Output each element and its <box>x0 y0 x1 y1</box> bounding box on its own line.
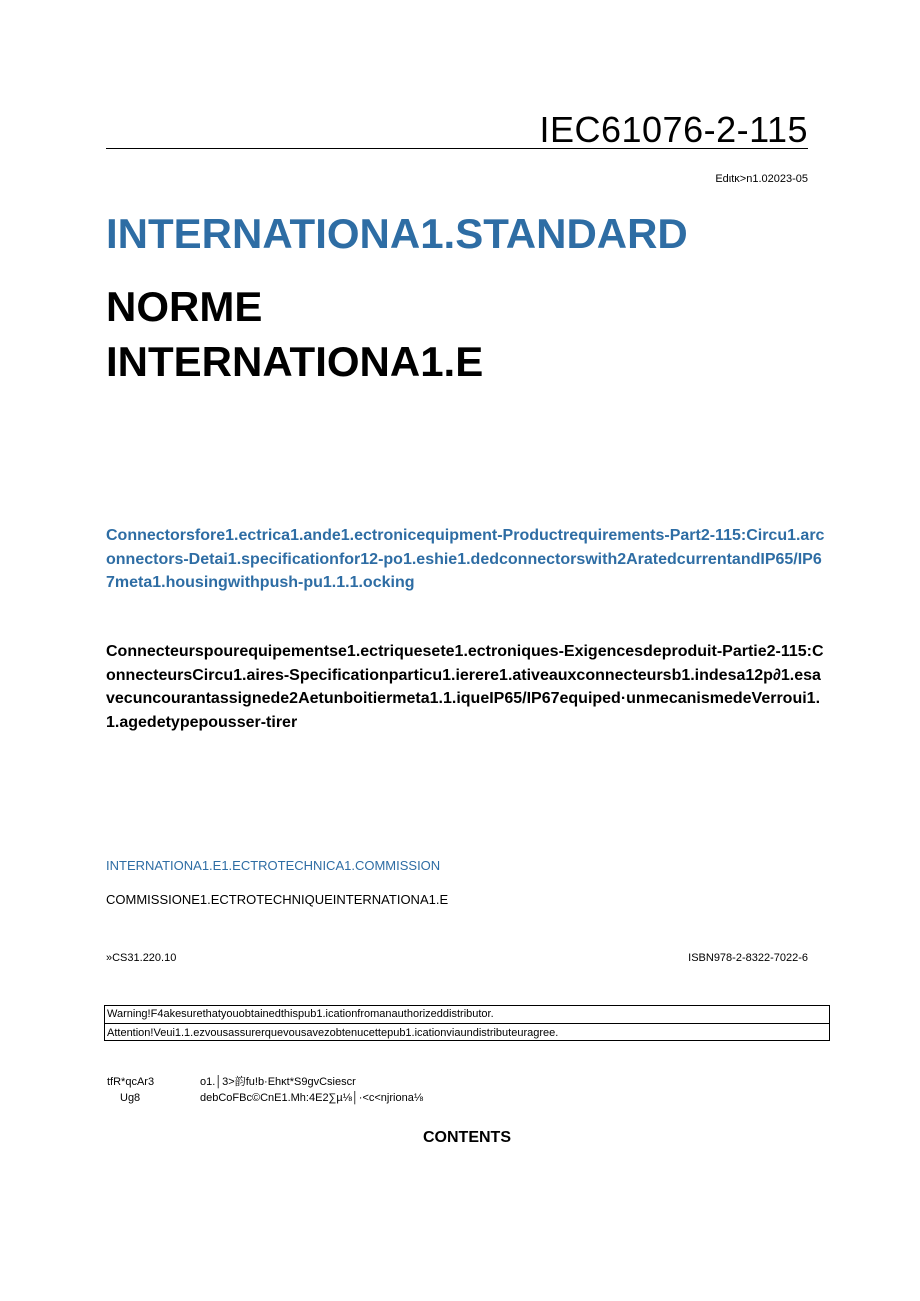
warning-english: Warning!F4akesurethatyouobtainedthispub1.icationfromanauthorizeddistributor. <box>107 1008 494 1020</box>
edition-label: Edιtκ>n1.02023-05 <box>715 173 808 185</box>
document-number: IEC61076-2-115 <box>539 109 808 150</box>
description-french: Connecteurspourequipementse1.ectriquesete1.ectroniques-Exigencesdeproduit-Partie2-115:ConnecteursCircu1.aires-Specificationparticu1.ierere1.ativeauxconnecteursb1.indesa12p∂1.esavecuncourantassignede2Aetunboitiermeta1.1.iqueIP65/IP67equiped·unmecanismedeVerroui1.1.agedetypepousser-tirer <box>106 643 824 731</box>
garbled-text-1a: tfR*qcAr3 <box>107 1076 155 1088</box>
title-french-line-1: NORME <box>106 283 263 330</box>
title-french-line-2: INTERNATIONA1.E <box>106 338 484 385</box>
commission-english: INTERNATIONA1.E1.ECTROTECHNICA1.COMMISSION <box>106 858 441 873</box>
commission-french: COMMISSIONE1.ECTROTECHNIQUEINTERNATIONA1.E <box>106 892 449 907</box>
title-french <box>106 283 483 393</box>
contents-heading: CONTENTS <box>423 1129 511 1146</box>
garbled-text-1b: o1.│3>韵fu!b·Ehκt*S9gvCsiescr <box>200 1076 356 1088</box>
header-rule <box>106 148 808 149</box>
warning-french: Attention!Veui1.1.ezvousassurerquevousavezobtenucettepub1.icationviaundistributeuragree. <box>107 1027 559 1039</box>
title-english: INTERNATIONA1.STANDARD <box>106 210 688 257</box>
description-english: Connectorsfore1.ectrica1.ande1.ectronicequipment-Productrequirements-Part2-115:Circu1.arconnectors-Detai1.specificationfor12-po1.eshie1.dedconnectorswith2AratedcurrentandIP65/IP67meta1.housingwithpush-pu1.1.1.ocking <box>106 527 825 591</box>
isbn-code: ISBN978-2-8322-7022-6 <box>688 952 808 964</box>
warning-divider <box>105 1023 829 1024</box>
garbled-text-2b: debCoFBc©CnE1.Mh:4E2∑µ⅛│·<c<njriona⅛ <box>200 1092 423 1104</box>
ics-code: »CS31.220.10 <box>106 952 177 964</box>
garbled-text-2a: Ug8 <box>120 1092 141 1104</box>
warning-box <box>104 1005 830 1041</box>
